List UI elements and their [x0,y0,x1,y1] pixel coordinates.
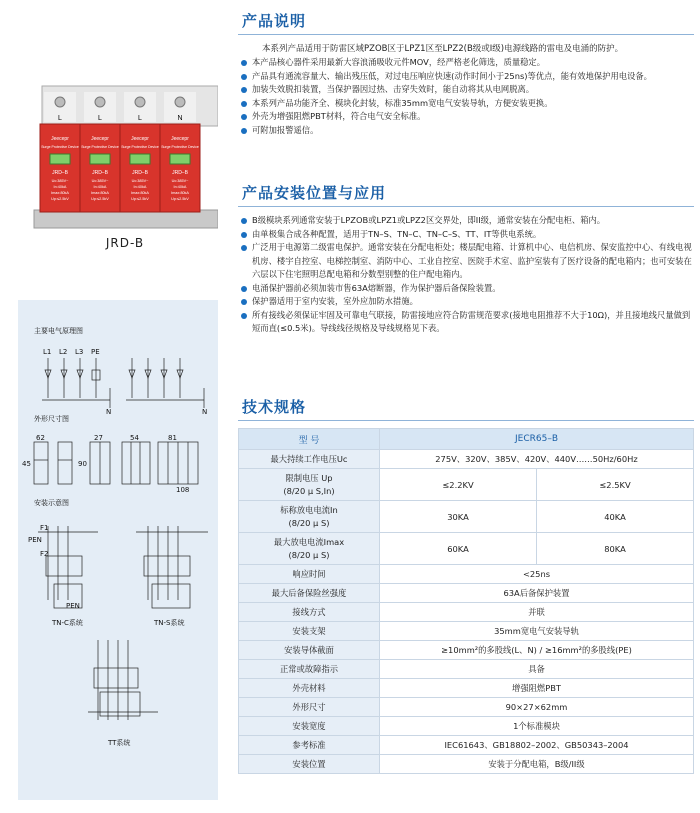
svg-text:In:40kA: In:40kA [53,185,67,189]
table-row: 安装导体截面 ≥10mm²的多股线(L、N) / ≥16mm²的多股线(PE) [239,641,694,660]
diagram-panel [18,300,218,800]
label-f2: F2 [40,550,49,558]
svg-text:Up:≤2.5kV: Up:≤2.5kV [51,197,69,201]
bullet-icon [241,60,247,66]
bullet-icon [241,218,247,224]
dim-45: 45 [22,460,31,468]
svg-text:Imax:80kA: Imax:80kA [51,191,69,195]
bullet-icon [241,245,247,251]
svg-text:Surge Protective Device: Surge Protective Device [121,145,159,149]
bullet-icon [241,74,247,80]
table-row: 最大后备保险丝强度 63A后备保护装置 [239,584,694,603]
surge-protector-illustration [28,82,218,234]
list-item: 加装失效脱扣装置，当保护器因过热、击穿失效时，能自动将其从电网脱离。 [240,83,696,97]
section-divider [238,34,694,35]
dim-108: 108 [176,486,190,494]
svg-text:Surge Protective Device: Surge Protective Device [81,145,119,149]
table-row: 最大放电电流Imax (8/20 μ S) 60KA 80KA [239,533,694,565]
table-row: 接线方式 并联 [239,603,694,622]
label-f1: F1 [40,524,49,532]
list-item: B级模块系列通常安装于LPZOB或LPZ1或LPZ2区交界处，即II级，通常安装在分配电柜、箱内。 [240,214,696,228]
table-header: 型 号 JECR65–B [239,429,694,450]
dim-27: 27 [94,434,103,442]
label-l1: L1 [43,348,52,356]
dim-54: 54 [130,434,139,442]
table-row: 响应时间 <25ns [239,565,694,584]
svg-text:Imax:80kA: Imax:80kA [131,191,149,195]
table-row: 最大持续工作电压Uc 275V、320V、385V、420V、440V……50Hz/60Hz [239,450,694,469]
description-list [240,56,696,137]
spd-module [40,92,80,212]
list-item: 外壳为增强阻燃PBT材料，符合电气安全标准。 [240,110,696,124]
section-title-application: 产品安装位置与应用 [242,184,387,202]
list-item: 广泛用于电源第二级雷电保护。通常安装在分配电柜处；楼层配电箱、计算机中心、电信机房、保安监控中心、有线电视机房、楼宇自控室、电梯控制室、消防中心、工业自控室、医院手术室、监护室装有了医疗设备的配电箱内；也可安装在六层以下住宅照明总配电箱和分数型别整的住户配电箱内。 [240,241,696,282]
table-row: 安装位置 安装于分配电箱，B级/II级 [239,755,694,774]
table-row: 外形尺寸 90×27×62mm [239,698,694,717]
label-pe: PE [91,348,100,356]
svg-text:Imax:80kA: Imax:80kA [91,191,109,195]
bullet-icon [241,128,247,134]
svg-text:JRD–B: JRD–B [132,170,148,176]
svg-text:L: L [98,115,102,122]
dim-81: 81 [168,434,177,442]
section-divider [238,420,694,421]
label-pen2: PEN [66,602,80,610]
list-item: 可附加报警遥信。 [240,124,696,138]
bullet-icon [241,101,247,107]
tnc-caption: TN-C系统 [52,619,83,627]
svg-text:L: L [138,115,142,122]
table-row: 限制电压 Up (8/20 μ S,In) ≤2.2KV ≤2.5KV [239,469,694,501]
svg-text:N: N [177,115,183,122]
list-item: 产品具有通流容量大、输出残压低，对过电压响应快速(动作时间小于25ns)等优点，能有效地保护用电设备。 [240,70,696,84]
bullet-icon [241,232,247,238]
main-diagram-title: 主要电气原理图 [34,327,83,335]
spd-module [160,92,200,212]
intro-text: 本系列产品适用于防雷区域PZOB区于LPZ1区至LPZ2(B级或I级)电源线路的雷电及电涌的防护。 [262,44,624,54]
bullet-icon [241,313,247,319]
section-divider [238,206,694,207]
table-row: 标称放电电流In (8/20 μ S) 30KA 40KA [239,501,694,533]
svg-text:Uc:385V~: Uc:385V~ [131,179,149,183]
table-row: 外壳材料 增强阻燃PBT [239,679,694,698]
svg-text:Jeecepr: Jeecepr [131,136,149,142]
tns-caption: TN-S系统 [154,619,185,627]
svg-text:Surge Protective Device: Surge Protective Device [161,145,199,149]
svg-text:In:40kA: In:40kA [173,185,187,189]
svg-text:L: L [58,115,62,122]
label-n: N [106,408,112,416]
list-item: 由单极集合成各种配置，适用于TN–S、TN–C、TN–C–S、TT、IT等供电系统。 [240,228,696,242]
outline-title: 外形尺寸图 [34,415,69,423]
svg-text:Uc:385V~: Uc:385V~ [91,179,109,183]
svg-text:Up:≤2.5kV: Up:≤2.5kV [171,197,189,201]
label-n2: N [202,408,208,416]
install-title: 安装示意图 [34,499,69,507]
svg-text:Imax:80kA: Imax:80kA [171,191,189,195]
label-l2: L2 [59,348,68,356]
section-title-description: 产品说明 [242,12,307,30]
bullet-icon [241,114,247,120]
dim-62: 62 [36,434,45,442]
table-row: 安装宽度 1个标准模块 [239,717,694,736]
spd-module [80,92,120,212]
svg-text:JRD–B: JRD–B [92,170,108,176]
svg-text:Up:≤2.5kV: Up:≤2.5kV [91,197,109,201]
svg-text:In:40kA: In:40kA [93,185,107,189]
spec-table [238,428,694,774]
table-row: 正常或故障指示 具备 [239,660,694,679]
svg-text:Jeecepr: Jeecepr [51,136,69,142]
section-title-specs: 技术规格 [242,398,307,416]
bullet-icon [241,286,247,292]
table-row: 参考标准 IEC61643、GB18802–2002、GB50343–2004 [239,736,694,755]
dim-90: 90 [78,460,87,468]
svg-text:In:40kA: In:40kA [133,185,147,189]
list-item: 本产品核心器件采用最新大容浪涌吸收元件MOV，经严格老化筛选，质量稳定。 [240,56,696,70]
svg-text:Surge Protective Device: Surge Protective Device [41,145,79,149]
bullet-icon [241,87,247,93]
tt-caption: TT系统 [108,739,131,747]
list-item: 保护器适用于室内安装，室外应加防水措施。 [240,295,696,309]
svg-text:Uc:385V~: Uc:385V~ [171,179,189,183]
label-pen: PEN [28,536,42,544]
list-item: 本系列产品功能齐全、模块化封装，标准35mm宽电气安装导轨，方便安装更换。 [240,97,696,111]
svg-text:Up:≤2.5kV: Up:≤2.5kV [131,197,149,201]
svg-text:Jeecepr: Jeecepr [91,136,109,142]
list-item: 所有接线必须保证牢固及可靠电气联接，防雷接地应符合防雷规范要求(接地电阻推荐不大于10Ω)，并且接地线尺量做到短而直(≤0.5米)。导线线径规格及导线规格见下表。 [240,309,696,336]
svg-text:Uc:385V~: Uc:385V~ [51,179,69,183]
spd-module [120,92,160,212]
product-caption: JRD-B [105,236,145,250]
label-l3: L3 [75,348,84,356]
table-row: 安装支架 35mm宽电气安装导轨 [239,622,694,641]
svg-text:JRD–B: JRD–B [172,170,188,176]
svg-text:Jeecepr: Jeecepr [171,136,189,142]
list-item: 电涌保护器前必须加装市售63A熔断器，作为保护器后备保险装置。 [240,282,696,296]
product-photo [28,82,218,234]
bullet-icon [241,299,247,305]
svg-text:JRD–B: JRD–B [52,170,68,176]
application-list [240,214,696,336]
